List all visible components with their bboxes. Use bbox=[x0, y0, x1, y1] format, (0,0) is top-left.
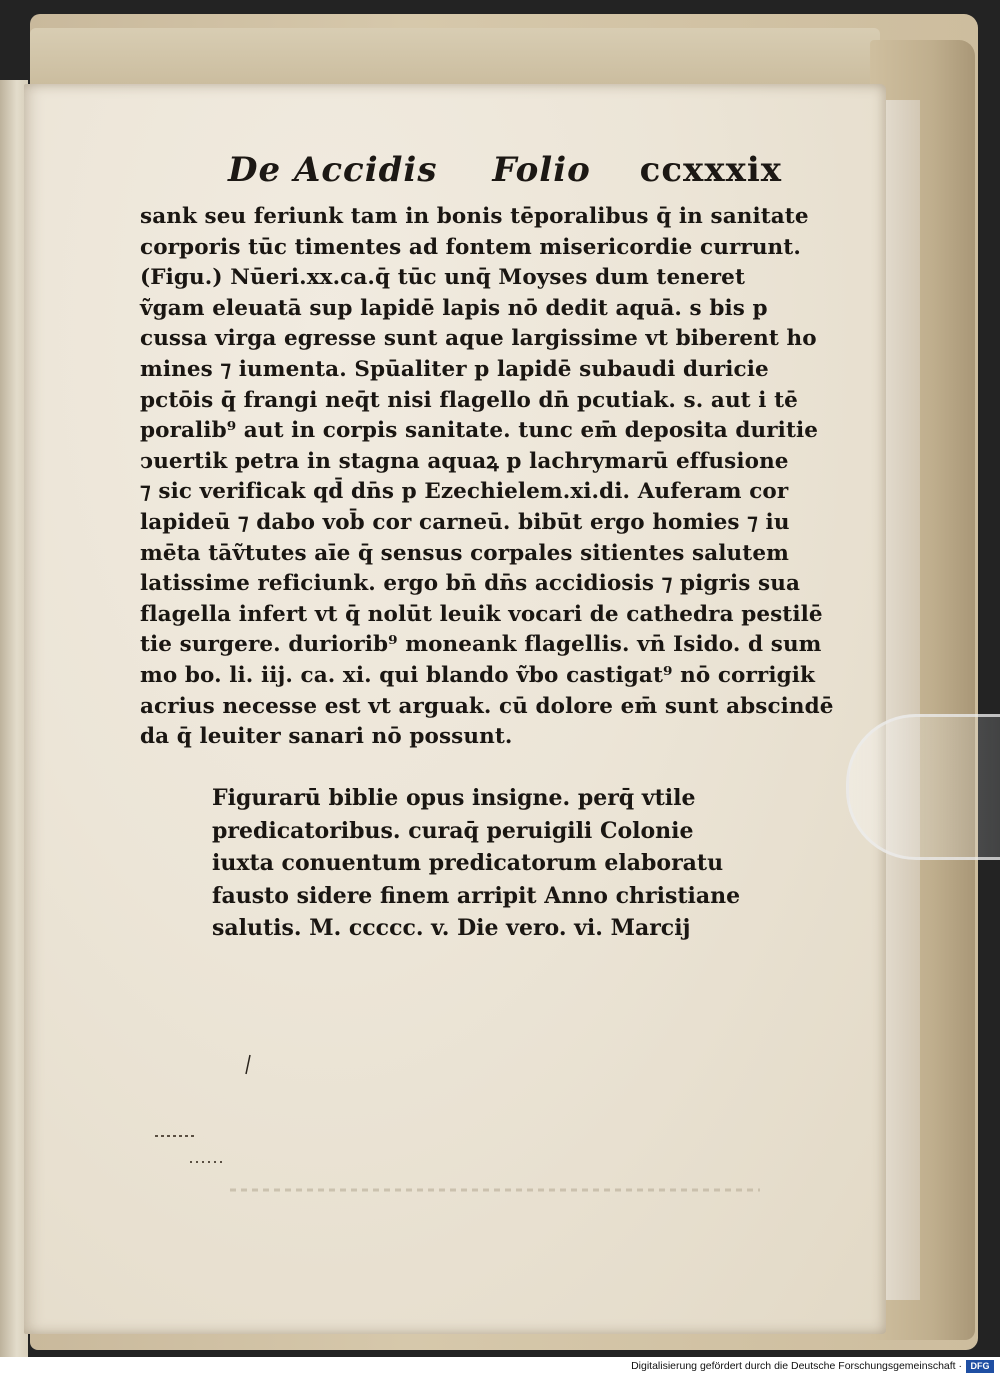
text-line: sank seu feriunk tam in bonis tēporalibus q̄ in sanitate bbox=[140, 204, 809, 229]
text-line: cussa virga egresse sunt aque largissime vt biberent ho bbox=[140, 326, 817, 352]
text-line: flagella infert vt q̄ nolūt leuik vocari de cathedra pestilē bbox=[140, 601, 823, 627]
running-head-folio-label: Folio bbox=[492, 150, 591, 190]
colophon-line: salutis. M. ccccc. v. Die vero. vi. Marcij bbox=[212, 915, 691, 941]
dfg-logo: DFG bbox=[966, 1360, 994, 1373]
text-line: mines ⁊ iumenta. Spūaliter p lapidē subaudi duricie bbox=[140, 356, 769, 382]
text-line: (Figu.) Nūeri.xx.ca.q̄ tūc unq̄ Moyses dum teneret bbox=[140, 265, 745, 291]
digitization-credit: Digitalisierung gefördert durch die Deutsche Forschungsgemeinschaft · bbox=[631, 1360, 962, 1372]
running-head-section: De Accidis bbox=[228, 150, 438, 190]
running-head-folio-number: ccxxxix bbox=[639, 150, 783, 190]
text-line: poralib⁹ aut in corpis sanitate. tunc em̄ deposita duritie bbox=[140, 418, 819, 444]
text-line: ṽgam eleuatā sup lapidē lapis nō dedit aquā. s bis p bbox=[140, 295, 768, 321]
colophon-line: predicatoribus. curaq̄ peruigili Colonie bbox=[212, 817, 694, 844]
text-line: mēta tāṽtutes aīe q̄ sensus corpales sitientes salutem bbox=[140, 540, 789, 566]
colophon-line: fausto sidere finem arripit Anno christiane bbox=[212, 882, 741, 909]
colophon-line: Figurarū biblie opus insigne. perq̄ vtile bbox=[212, 785, 696, 811]
text-line: lapideū ⁊ dabo vob̄ cor carneū. bibūt ergo homies ⁊ iu bbox=[140, 509, 790, 535]
text-line: da q̄ leuiter sanari nō possunt. bbox=[140, 724, 513, 750]
text-line: ↄuertik petra in stagna aquaꝝ p lachrymarū effusione bbox=[140, 448, 789, 474]
text-line: ⁊ sic verificak qd̄ dn̄s p Ezechielem.xi.di. Auferam cor bbox=[140, 479, 789, 505]
text-line: acrius necesse est vt arguak. cū dolore em̄ sunt abscindē bbox=[140, 693, 834, 719]
text-line: pctōis q̄ frangi neq̄t nisi flagello dn̄ pcutiak. s. aut i tē bbox=[140, 387, 798, 413]
colophon-line: iuxta conuentum predicatorum elaboratu bbox=[212, 850, 724, 876]
text-line: latissime reficiunk. ergo bn̄ dn̄s accidiosis ⁊ pigris sua bbox=[140, 571, 801, 597]
text-line: tie surgere. duriorib⁹ moneank flagellis. vn̄ Isido. d sum bbox=[140, 632, 822, 658]
text-line: corporis tūc timentes ad fontem misericordie currunt. bbox=[140, 234, 801, 260]
text-line: mo bo. li. iij. ca. xi. qui blando ṽbo castigat⁹ nō corrigik bbox=[140, 662, 815, 688]
plastic-page-clip bbox=[846, 714, 1000, 860]
